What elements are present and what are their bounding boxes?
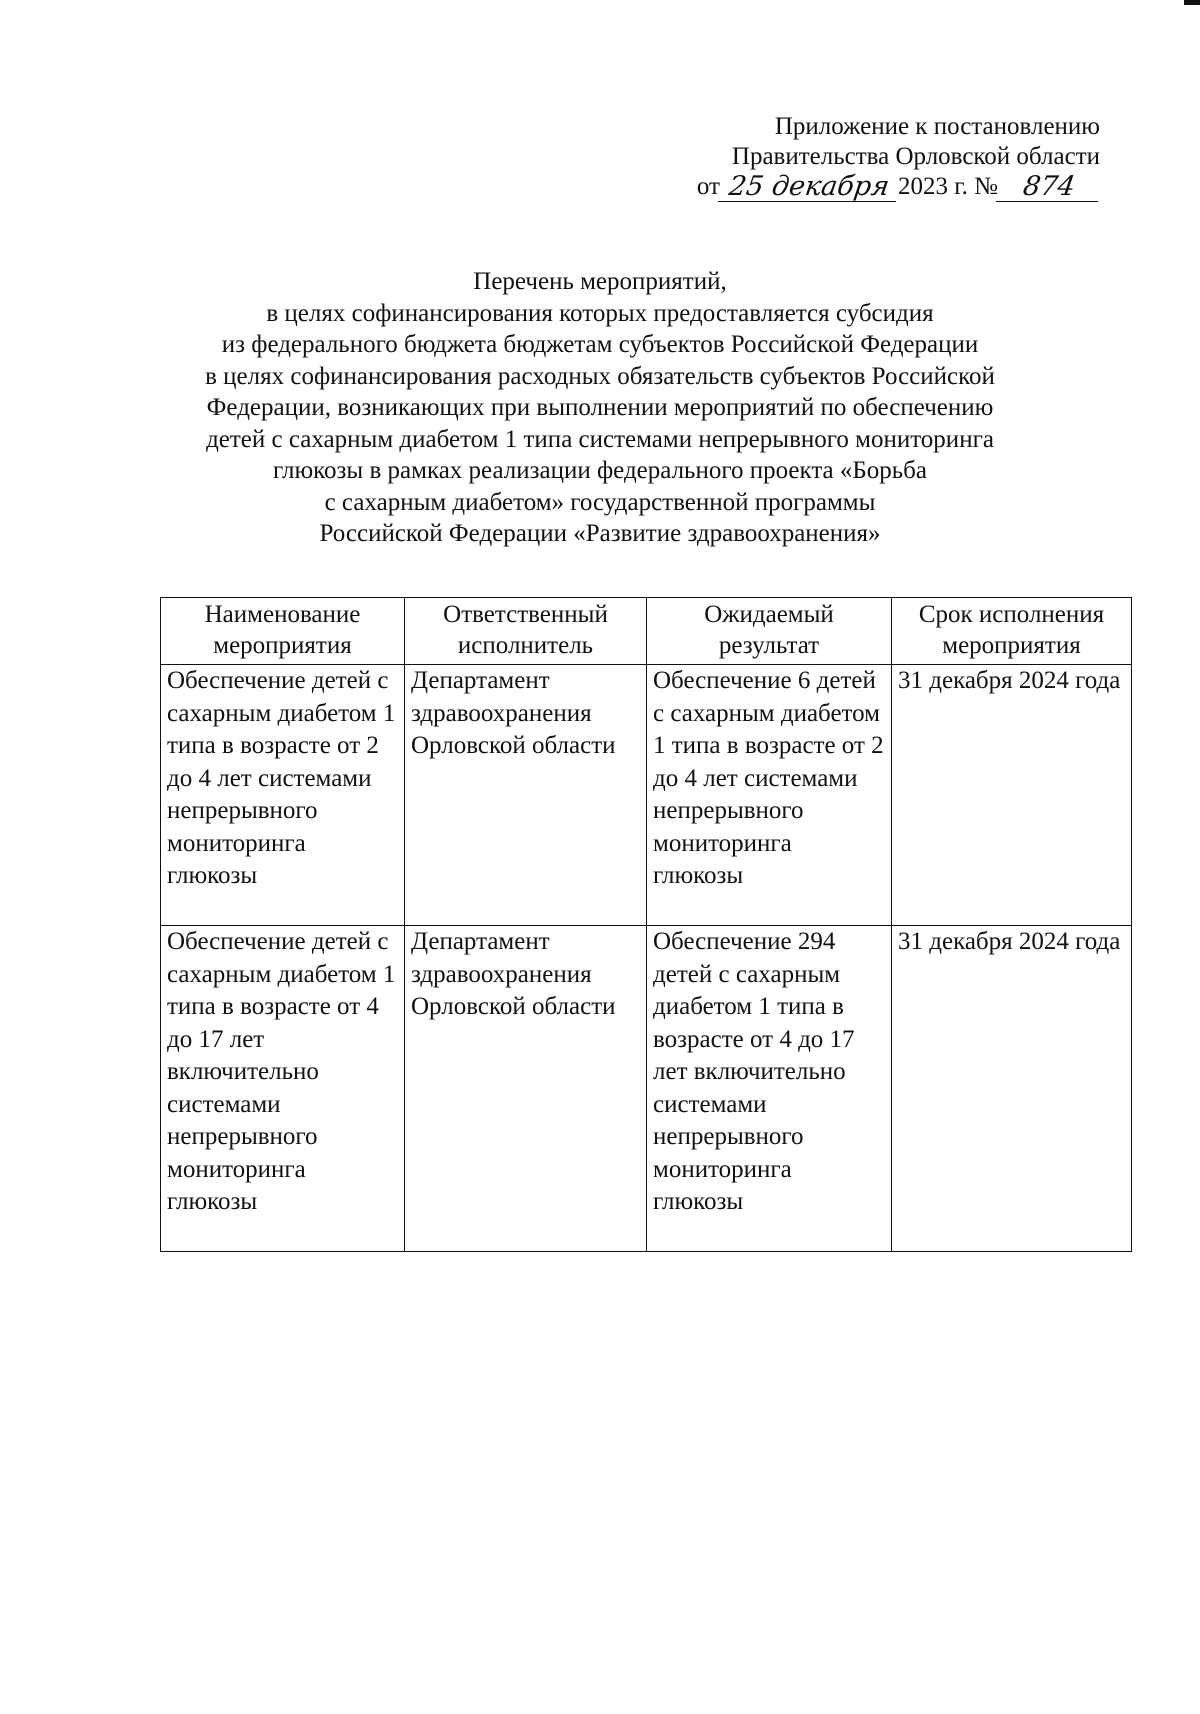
cell-responsible: Департамент здравоохранения Орловской области	[405, 665, 647, 926]
title-line: в целях софинансирования расходных обязательств субъектов Российской	[205, 362, 995, 390]
title-line: из федерального бюджета бюджетам субъектов Российской Федерации	[221, 331, 979, 358]
title-line: Перечень мероприятий,	[473, 268, 727, 295]
appendix-header-line-2: Правительства Орловской области	[731, 143, 1100, 170]
header-measure-name: Наименование мероприятия	[161, 598, 405, 665]
title-line: детей с сахарным диабетом 1 типа системами непрерывного мониторинга	[206, 425, 994, 453]
title-line: с сахарным диабетом» государственной программы	[324, 488, 876, 516]
document-title	[130, 266, 1070, 550]
title-line: глюкозы в рамках реализации федерального проекта «Борьба	[273, 457, 927, 484]
scan-corner-mark	[1184, 0, 1200, 5]
table-header-row	[161, 598, 1132, 665]
cell-responsible: Департамент здравоохранения Орловской области	[405, 926, 647, 1252]
measures-table	[160, 597, 1132, 1252]
title-line: Федерации, возникающих при выполнении мероприятий по обеспечению	[206, 394, 994, 421]
cell-measure-name: Обеспечение детей с сахарным диабетом 1 типа в возрасте от 2 до 4 лет системами непрерывного мониторинга глюкозы	[161, 665, 405, 926]
cell-deadline: 31 декабря 2024 года	[892, 926, 1132, 1252]
cell-deadline: 31 декабря 2024 года	[892, 665, 1132, 926]
header-expected-result: Ожидаемый результат	[647, 598, 892, 665]
header-deadline: Срок исполнения мероприятия	[892, 598, 1132, 665]
table-row	[161, 926, 1132, 1252]
handwritten-date: 25 декабря	[718, 173, 900, 202]
cell-measure-name: Обеспечение детей с сахарным диабетом 1 типа в возрасте от 4 до 17 лет включительно системами непрерывного мониторинга глюкозы	[161, 926, 405, 1252]
cell-expected-result: Обеспечение 6 детей с сахарным диабетом 1 типа в возрасте от 2 до 4 лет системами непрерывного мониторинга глюкозы	[647, 665, 892, 926]
date-year: 2023 г. №	[897, 173, 998, 200]
date-prefix: от	[696, 173, 720, 200]
header-responsible: Ответственный исполнитель	[405, 598, 647, 665]
decree-date-line	[697, 172, 1100, 202]
title-line: Российской Федерации «Развитие здравоохранения»	[319, 520, 881, 547]
appendix-header-line-1: Приложение к постановлению	[774, 113, 1100, 140]
handwritten-decree-number: 874	[996, 173, 1102, 202]
title-line: в целях софинансирования которых предоставляется субсидия	[266, 299, 934, 327]
appendix-header	[600, 112, 1100, 202]
table-row	[161, 665, 1132, 926]
cell-expected-result: Обеспечение 294 детей с сахарным диабетом 1 типа в возрасте от 4 до 17 лет включительно системами непрерывного мониторинга глюкозы	[647, 926, 892, 1252]
